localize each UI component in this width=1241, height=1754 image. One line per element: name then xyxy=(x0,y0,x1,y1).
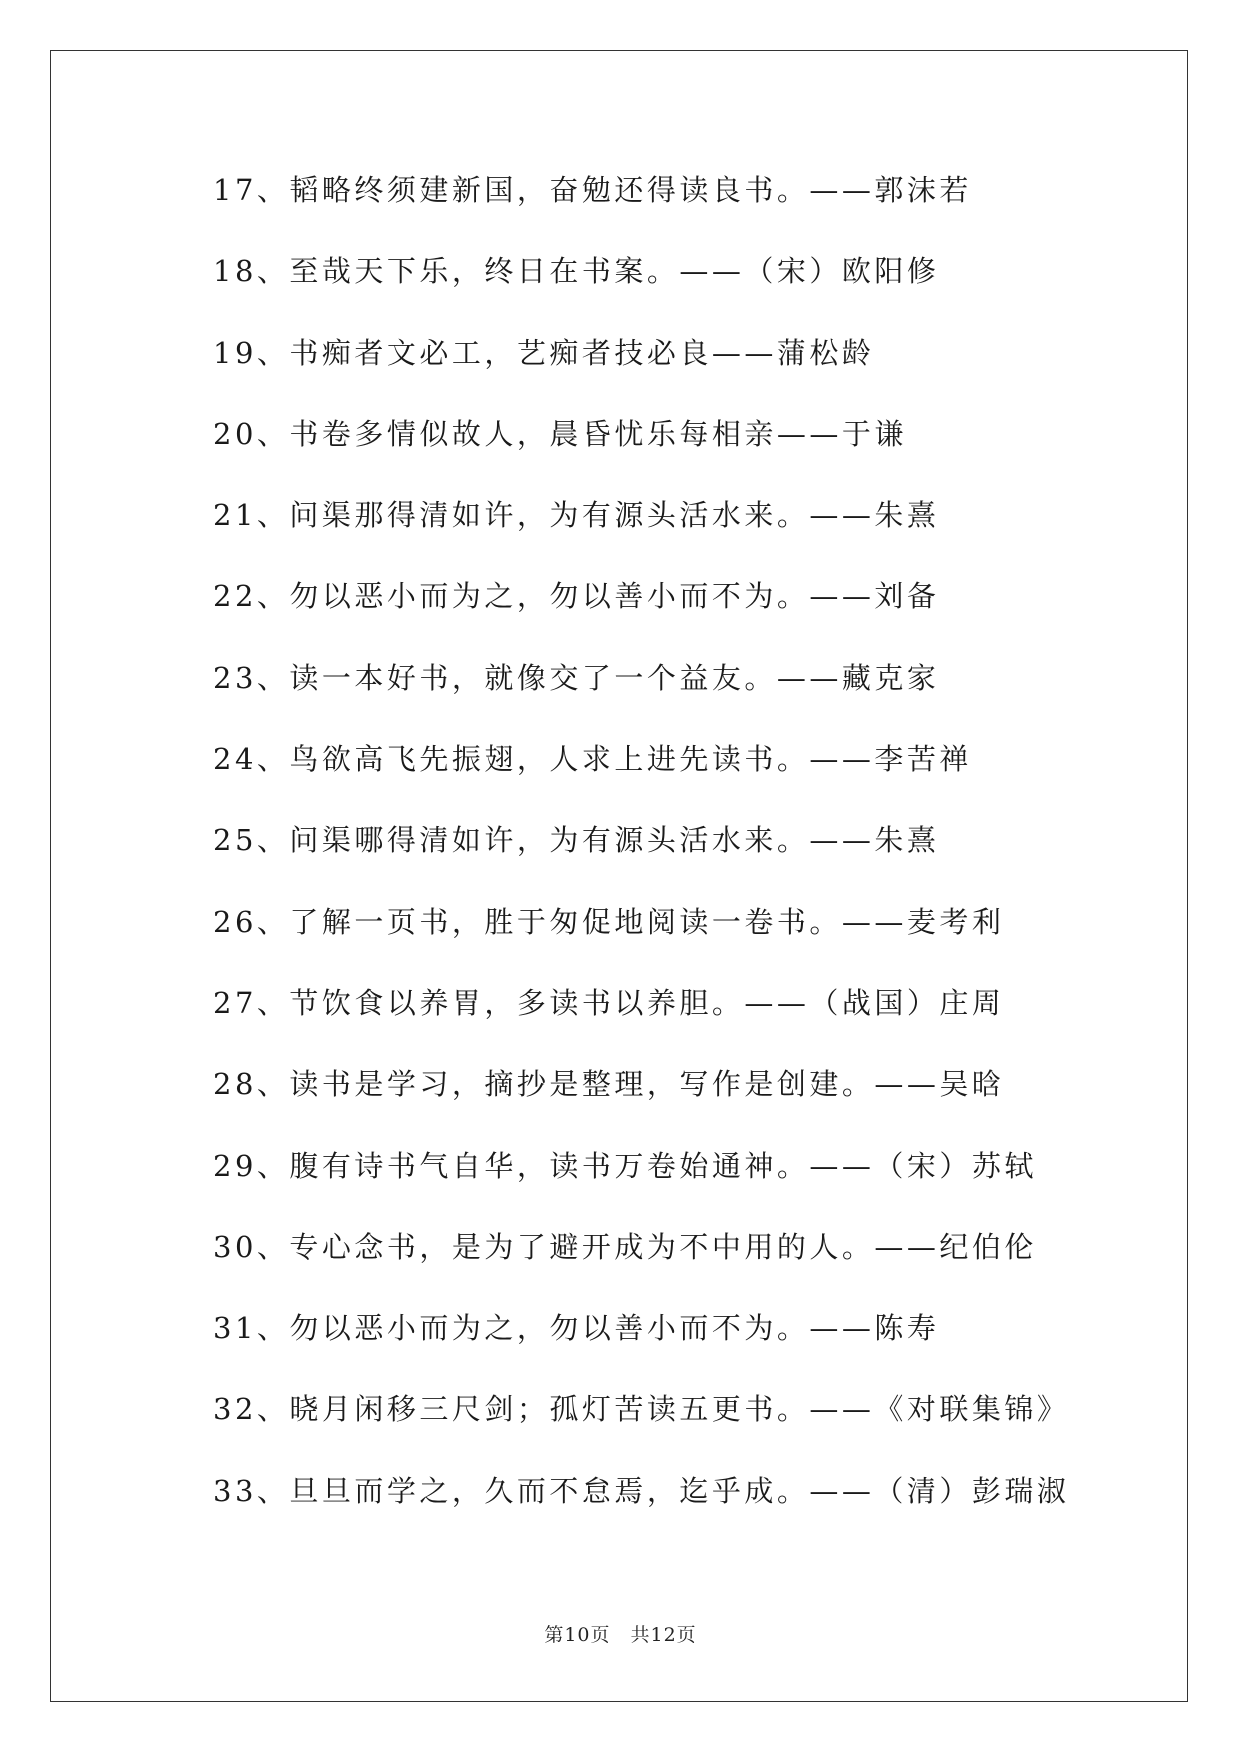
list-item: 17、韬略终须建新国，奋勉还得读良书。——郭沫若 xyxy=(213,173,972,207)
list-item: 19、书痴者文必工，艺痴者技必良——蒲松龄 xyxy=(213,335,875,370)
page-number: 第10页 共12页 xyxy=(544,1624,697,1646)
list-item: 24、鸟欲高飞先振翅，人求上进先读书。——李苦禅 xyxy=(213,742,972,777)
list-item: 26、了解一页书，胜于匆促地阅读一卷书。——麦考利 xyxy=(213,904,1005,939)
list-item: 30、专心念书，是为了避开成为不中用的人。——纪伯伦 xyxy=(213,1229,1037,1264)
list-item: 33、旦旦而学之，久而不怠焉，迄乎成。——（清）彭瑞淑 xyxy=(213,1473,1070,1508)
list-item: 28、读书是学习，摘抄是整理，写作是创建。——吴晗 xyxy=(213,1067,1005,1102)
list-item: 29、腹有诗书气自华，读书万卷始通神。——（宋）苏轼 xyxy=(213,1148,1037,1183)
list-item: 22、勿以恶小而为之，勿以善小而不为。——刘备 xyxy=(213,579,940,614)
list-item: 18、至哉天下乐，终日在书案。——（宋）欧阳修 xyxy=(213,254,940,289)
list-item: 20、书卷多情似故人，晨昏忧乐每相亲——于谦 xyxy=(213,416,907,451)
quote-list xyxy=(213,170,1069,1552)
list-item: 27、节饮食以养胃，多读书以养胆。——（战国）庄周 xyxy=(213,985,1005,1020)
list-item: 31、勿以恶小而为之，勿以善小而不为。——陈寿 xyxy=(213,1311,940,1346)
list-item: 21、问渠那得清如许，为有源头活水来。——朱熹 xyxy=(213,498,940,533)
page-footer xyxy=(0,1620,1241,1647)
list-item: 23、读一本好书，就像交了一个益友。——藏克家 xyxy=(213,660,940,695)
list-item: 25、问渠哪得清如许，为有源头活水来。——朱熹 xyxy=(213,823,940,858)
list-item: 32、晓月闲移三尺剑；孤灯苦读五更书。——《对联集锦》 xyxy=(213,1392,1070,1427)
